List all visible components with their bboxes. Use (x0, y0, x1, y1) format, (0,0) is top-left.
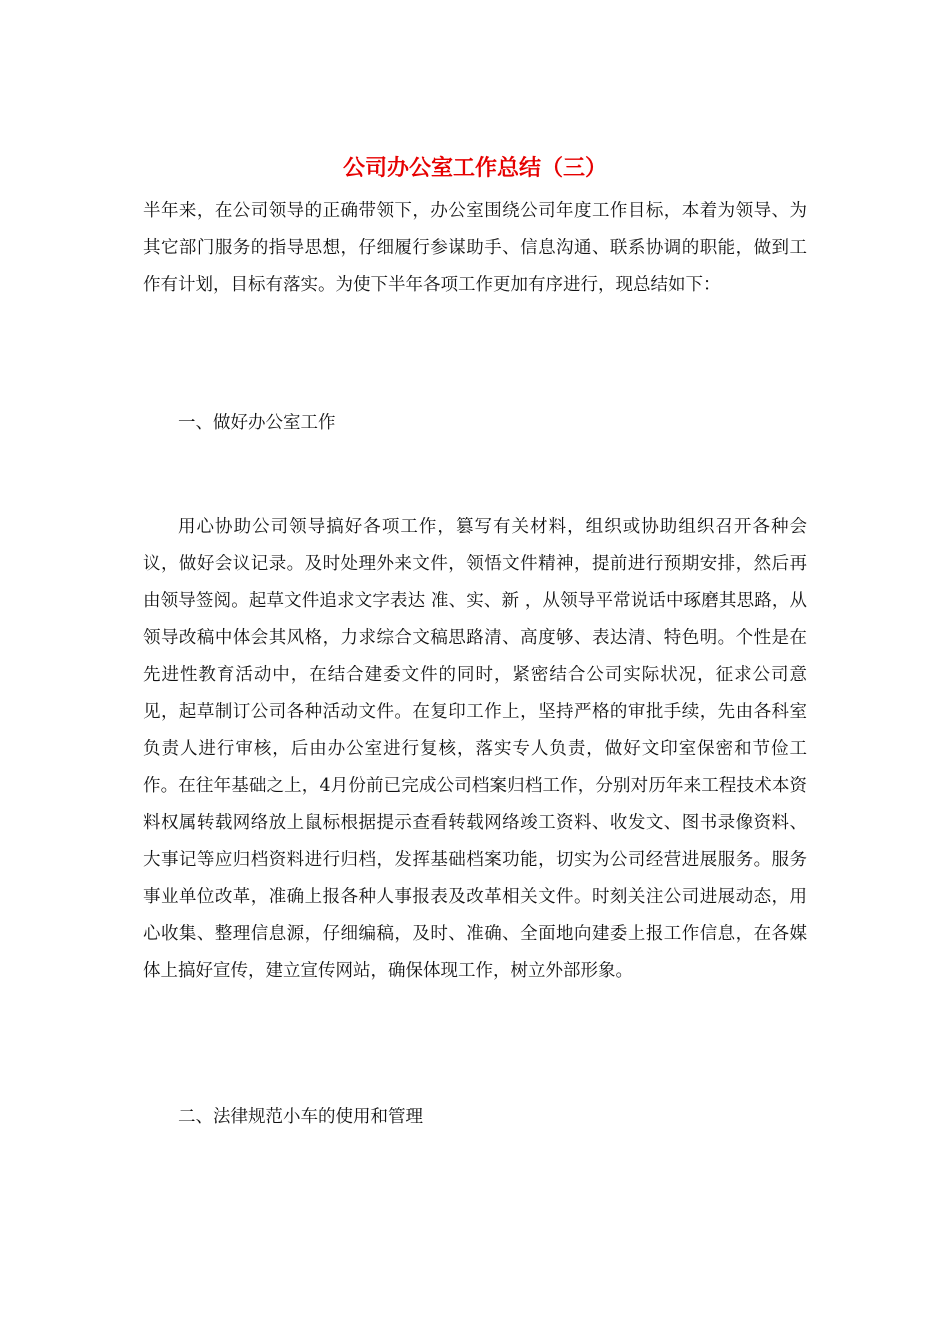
section-heading-2: 二、法律规范小车的使用和管理 (178, 1107, 423, 1127)
document-title: 公司办公室工作总结（三） (342, 155, 607, 181)
section-body-1: 用心协助公司领导搞好各项工作，篡写有关材料，组织或协助组织召开各种会议，做好会议记录。及时处理外来文件，领悟文件精神，提前进行预期安排，然后再由领导签阅。起草文件追求文字表达 准、实、新 ，从领导平常说话中琢磨其思路，从领导改稿中体会其风格，力求综合文稿思路清、高度够、表达清、特色明。个性是在先进性教育活动中，在结合建委文件的同时，紧密结合公司实际状况，征求公司意见，起草制订公司各种活动文件。在复印工作上，坚持严格的审批手续，先由各科室负责人进行审核，后由办公室进行复核，落实专人负责，做好文印室保密和节俭工作。在往年基础之上，4月份前已完成公司档案归档工作，分别对历年来工程技术本资料权属转载网络放上鼠标根据提示查看转载网络竣工资料、收发文、图书录像资料、大事记等应归档资料进行归档，发挥基础档案功能，切实为公司经营进展服务。服务事业单位改革，准确上报各种人事报表及改革相关文件。时刻关注公司进展动态，用心收集、整理信息源，仔细编稿，及时、准确、全面地向建委上报工作信息，在各媒体上搞好宣传，建立宣传网站，确保体现工作，树立外部形象。 (143, 517, 807, 981)
section-heading-1: 一、做好办公室工作 (178, 413, 336, 433)
intro-paragraph: 半年来，在公司领导的正确带领下，办公室围绕公司年度工作目标，本着为领导、为其它部门服务的指导思想，仔细履行参谋助手、信息沟通、联系协调的职能，做到工作有计划，目标有落实。为使下半年各项工作更加有序进行，现总结如下： (143, 201, 807, 295)
